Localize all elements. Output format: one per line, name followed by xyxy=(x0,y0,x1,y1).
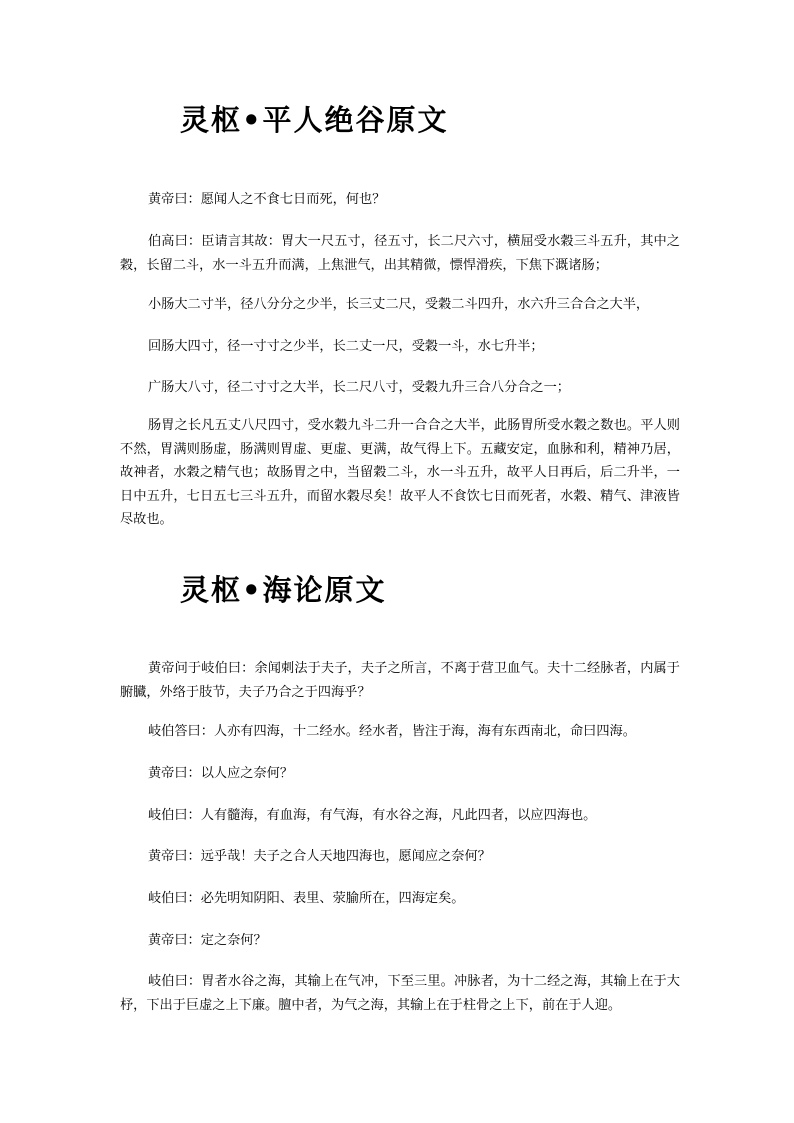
paragraph: 回肠大四寸，径一寸寸之少半，长二丈一尺，受穀一斗，水七升半； xyxy=(148,339,544,354)
paragraph: 岐伯曰：必先明知阴阳、表里、荥腧所在，四海定矣。 xyxy=(148,891,465,906)
paragraph: 肠胃之长凡五丈八尺四寸，受水穀九斗二升一合合之大半，此肠胃所受水穀之数也。平人则不然，胃满则肠虚，肠满则胃虚、更虚、更满，故气得上下。五藏安定，血脉和利，精神乃居，故神者，水穀之精气也；故肠胃之中，当留穀二斗，水一斗五升，故平人日再后，后二升半，一日中五升，七日五七三斗五升，而留水穀尽矣！故平人不食饮七日而死者，水穀、精气、津液皆尽故也。 xyxy=(120,418,680,527)
paragraph: 伯高曰：臣请言其故：胃大一尺五寸，径五寸，长二尺六寸，横屈受水穀三斗五升，其中之穀，长留二斗，水一斗五升而满，上焦泄气，出其精微，慓悍滑疾，下焦下溉诸肠； xyxy=(120,234,680,273)
paragraph: 岐伯曰：胃者水谷之海，其输上在气冲，下至三里。冲脉者，为十二经之海，其输上在于大杼，下出于巨虚之上下廉。膻中者，为气之海，其输上在于柱骨之上下，前在于人迎。 xyxy=(120,974,680,1013)
paragraph: 黄帝问于岐伯曰：余闻刺法于夫子，夫子之所言，不离于营卫血气。夫十二经脉者，内属于腑臓，外络于肢节，夫子乃合之于四海乎？ xyxy=(120,661,680,700)
section-title: 灵枢•平人绝谷原文 xyxy=(180,103,449,137)
paragraph: 黄帝曰：定之奈何？ xyxy=(148,933,267,948)
section-title: 灵枢•海论原文 xyxy=(180,573,387,607)
paragraph: 黄帝曰：愿闻人之不食七日而死，何也？ xyxy=(148,192,386,207)
paragraph: 岐伯答曰：人亦有四海，十二经水。经水者，皆注于海，海有东西南北，命曰四海。 xyxy=(148,724,636,739)
paragraph: 黄帝曰：远乎哉！夫子之合人天地四海也，愿闻应之奈何？ xyxy=(148,849,491,864)
paragraph: 广肠大八寸，径二寸寸之大半，长二尺八寸，受穀九升三合八分合之一； xyxy=(148,380,570,395)
paragraph: 岐伯曰：人有髓海，有血海，有气海，有水谷之海，凡此四者，以应四海也。 xyxy=(148,808,597,823)
paragraph: 小肠大二寸半，径八分分之少半，长三丈二尺，受穀二斗四升，水六升三合合之大半， xyxy=(148,297,650,312)
paragraph: 黄帝曰：以人应之奈何？ xyxy=(148,766,294,781)
